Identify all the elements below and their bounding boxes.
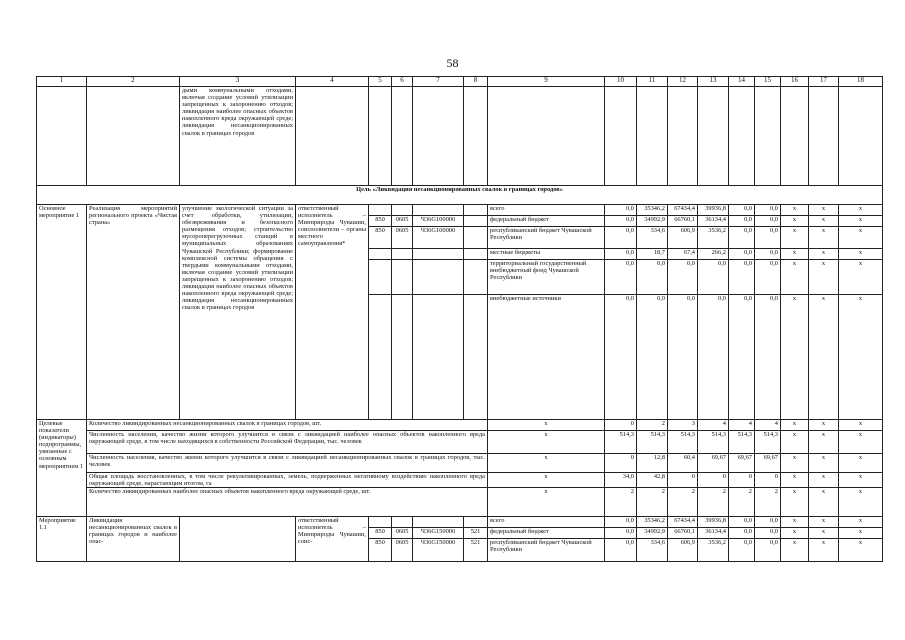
indicator-name: Количество ликвидированных несанкционированных свалок в границах городов, шт. [87, 420, 488, 431]
funding-value: x [839, 216, 883, 227]
column-number: 8 [464, 77, 488, 87]
table-cell [464, 87, 488, 186]
program-table [36, 76, 883, 562]
code-section [392, 517, 413, 528]
code-grbs: 850 [369, 227, 392, 249]
code-grbs [369, 260, 392, 295]
indicator-value: 69,67 [755, 454, 781, 473]
table-cell [464, 205, 488, 216]
code-target [413, 249, 464, 260]
indicator-value: x [809, 488, 839, 517]
funding-value: x [781, 539, 809, 562]
indicator-col9: x [488, 454, 605, 473]
target-row [37, 431, 883, 454]
funding-value: 39936,8 [698, 517, 729, 528]
code-target [413, 205, 464, 216]
column-number: 17 [809, 77, 839, 87]
funding-value: x [839, 295, 883, 420]
table-cell [464, 249, 488, 260]
table-cell [464, 295, 488, 420]
code-section [392, 249, 413, 260]
funding-source: местные бюджеты [488, 249, 605, 260]
funding-value: 0,0 [605, 227, 637, 249]
funding-value: 34992,9 [637, 528, 668, 539]
funding-value: 3536,2 [698, 539, 729, 562]
funding-value: 34992,9 [637, 216, 668, 227]
code-grbs [369, 295, 392, 420]
indicator-value: 2 [637, 488, 668, 517]
code-section: 0605 [392, 528, 413, 539]
code-target [413, 295, 464, 420]
indicator-value: 4 [755, 420, 781, 431]
funding-value: x [839, 517, 883, 528]
indicator-value: 42,8 [637, 473, 668, 488]
funding-value: x [809, 517, 839, 528]
funding-source: всего [488, 517, 605, 528]
continuation-text: дыми коммунальными отходами, включая создание условий утилизации запрещенных к захоронению отходов; ликвидация наиболее опасных объектов накопленного вреда окружающей среде; ликвидация несанкционированных свалок в границах городов [180, 87, 296, 186]
funding-value: x [781, 216, 809, 227]
code-grbs: 850 [369, 216, 392, 227]
indicator-name: Численность населения, качество жизни которого улучшится в связи с ликвидацией наиболее опасных объектов накопленного вреда окружающей среде, в том числе находящихся в собственности Российской Федерации, тыс. человек [87, 431, 488, 454]
funding-value: 36134,4 [698, 216, 729, 227]
indicator-col9: x [488, 473, 605, 488]
funding-value: 0,0 [755, 539, 781, 562]
funding-value: 334,6 [637, 227, 668, 249]
indicator-value: x [839, 454, 883, 473]
funding-value: x [839, 528, 883, 539]
table-cell [464, 216, 488, 227]
funding-value: x [809, 216, 839, 227]
table-cell [37, 87, 87, 186]
funding-source: федеральный бюджет [488, 216, 605, 227]
indicator-value: 0 [605, 454, 637, 473]
indicator-value: x [809, 473, 839, 488]
column-number: 2 [87, 77, 180, 87]
funding-value: x [781, 205, 809, 216]
table-cell [809, 87, 839, 186]
funding-value: x [781, 517, 809, 528]
event-name: Реализация мероприятий регионального проекта «Чистая страна» [87, 205, 180, 420]
indicator-value: 4 [729, 420, 755, 431]
table-cell [87, 87, 180, 186]
funding-value: 0,0 [729, 216, 755, 227]
table-cell [413, 87, 464, 186]
code-expense [464, 517, 488, 528]
target-row [37, 454, 883, 473]
indicator-value: 3 [668, 420, 698, 431]
funding-value: x [781, 295, 809, 420]
funding-value: x [839, 227, 883, 249]
indicator-value: 60,4 [668, 454, 698, 473]
table-cell [464, 260, 488, 295]
funding-value: 66760,1 [668, 216, 698, 227]
funding-value: 606,9 [668, 227, 698, 249]
indicator-value: x [839, 488, 883, 517]
column-number: 5 [369, 77, 392, 87]
funding-value: 0,0 [698, 260, 729, 295]
funding-value: x [809, 249, 839, 260]
funding-value: 0,0 [605, 528, 637, 539]
indicator-value: 2 [637, 420, 668, 431]
funding-value: 0,0 [729, 249, 755, 260]
code-target: Ч36G150000 [413, 539, 464, 562]
continuation-row [37, 87, 883, 186]
code-target: Ч36G100000 [413, 216, 464, 227]
indicator-value: 12,8 [637, 454, 668, 473]
indicator-value: 514,3 [698, 431, 729, 454]
indicator-value: 0 [755, 473, 781, 488]
funding-value: 0,0 [605, 216, 637, 227]
sub-event-title: Мероприятие 1.1 [37, 517, 87, 562]
indicator-value: 514,3 [605, 431, 637, 454]
funding-value: 0,0 [605, 205, 637, 216]
funding-value: x [839, 249, 883, 260]
funding-value: 0,0 [668, 260, 698, 295]
indicator-value: 2 [755, 488, 781, 517]
indicator-value: 2 [605, 488, 637, 517]
table-cell [180, 517, 296, 562]
column-number: 4 [296, 77, 369, 87]
column-number: 12 [668, 77, 698, 87]
funding-value: 0,0 [729, 528, 755, 539]
indicator-value: x [781, 473, 809, 488]
column-number: 7 [413, 77, 464, 87]
funding-value: 0,0 [605, 517, 637, 528]
table-cell [392, 87, 413, 186]
sub-event-executor: ответственный исполнитель – Минприроды Чувашии, соис- [296, 517, 369, 562]
targets-title: Целевые показатели (индикаторы) подпрограммы, увязанные с основным мероприятием 1 [37, 420, 87, 517]
column-number: 6 [392, 77, 413, 87]
code-section [392, 205, 413, 216]
target-row [37, 473, 883, 488]
code-section: 0605 [392, 216, 413, 227]
indicator-value: x [781, 488, 809, 517]
event-row [37, 205, 883, 216]
funding-value: 66760,1 [668, 528, 698, 539]
indicator-value: 514,3 [637, 431, 668, 454]
column-number: 13 [698, 77, 729, 87]
funding-value: 18,7 [637, 249, 668, 260]
funding-source: республиканский бюджет Чувашской Республики [488, 227, 605, 249]
code-expense: 521 [464, 528, 488, 539]
code-grbs [369, 517, 392, 528]
table-cell [839, 87, 883, 186]
funding-value: x [839, 205, 883, 216]
column-number: 18 [839, 77, 883, 87]
indicator-value: x [781, 431, 809, 454]
indicator-value: 514,3 [668, 431, 698, 454]
funding-value: 0,0 [755, 295, 781, 420]
indicator-value: x [809, 431, 839, 454]
table-cell [781, 87, 809, 186]
sub-event-row [37, 517, 883, 528]
indicator-col9: x [488, 431, 605, 454]
indicator-value: 0 [668, 473, 698, 488]
funding-value: x [809, 227, 839, 249]
indicator-value: x [839, 420, 883, 431]
funding-value: 266,2 [698, 249, 729, 260]
event-description: улучшение экологической ситуации за счет обработки, утилизации, обезвреживания и безопасного размещения отходов; строительство мусороперегрузочных станций в муниципальных образованиях Чувашской Республики; формирование комплексной системы обращения с твердыми коммунальными отходами, включая создание условий утилизации запрещенных к захоронению отходов; ликвидация наиболее опасных объектов накопленного вреда окружающей среде; ликвидация несанкционированных свалок в границах городов [180, 205, 296, 420]
funding-source: территориальный государственный внебюджетный фонд Чувашской Республики [488, 260, 605, 295]
column-number: 9 [488, 77, 605, 87]
indicator-value: x [809, 420, 839, 431]
funding-value: 36134,4 [698, 528, 729, 539]
column-number: 11 [637, 77, 668, 87]
funding-value: 0,0 [755, 260, 781, 295]
funding-source: внебюджетные источники [488, 295, 605, 420]
funding-value: x [809, 260, 839, 295]
column-number: 10 [605, 77, 637, 87]
sub-event-name: Ликвидация несанкционированных свалок в границах городов и наиболее опас- [87, 517, 180, 562]
funding-value: 0,0 [729, 227, 755, 249]
indicator-value: 0 [729, 473, 755, 488]
funding-value: 0,0 [755, 205, 781, 216]
funding-value: 0,0 [755, 216, 781, 227]
table-cell [755, 87, 781, 186]
funding-value: 3536,2 [698, 227, 729, 249]
funding-value: 0,0 [729, 260, 755, 295]
funding-value: 0,0 [605, 260, 637, 295]
funding-value: x [809, 205, 839, 216]
indicator-value: 514,3 [729, 431, 755, 454]
code-section [392, 295, 413, 420]
funding-value: 0,0 [668, 295, 698, 420]
indicator-value: 514,3 [755, 431, 781, 454]
code-grbs [369, 249, 392, 260]
indicator-value: 69,67 [698, 454, 729, 473]
indicator-value: x [809, 454, 839, 473]
indicator-name: Численность населения, качество жизни которого улучшится в связи с ликвидацией несанкционированных свалок в границах городов, тыс. человек [87, 454, 488, 473]
indicator-value: 2 [668, 488, 698, 517]
page-number: 58 [446, 56, 459, 70]
table-cell [369, 87, 392, 186]
funding-value: x [839, 260, 883, 295]
indicator-col9: x [488, 488, 605, 517]
table-cell [605, 87, 637, 186]
funding-value: 0,0 [605, 249, 637, 260]
code-target: Ч36G100000 [413, 227, 464, 249]
target-row [37, 488, 883, 517]
funding-value: 0,0 [729, 295, 755, 420]
indicator-col9: x [488, 420, 605, 431]
code-target [413, 517, 464, 528]
code-target [413, 260, 464, 295]
funding-value: x [839, 539, 883, 562]
header-row [37, 77, 883, 87]
funding-value: 67434,4 [668, 205, 698, 216]
code-grbs: 850 [369, 528, 392, 539]
code-section [392, 260, 413, 295]
goal-title: Цель «Ликвидация несанкционированных свалок в границах городов» [37, 186, 883, 205]
event-executor: ответственный исполнитель – Минприроды Чувашии, соисполнители – органы местного самоуправления* [296, 205, 369, 420]
code-section: 0605 [392, 539, 413, 562]
funding-value: 606,9 [668, 539, 698, 562]
indicator-value: x [839, 431, 883, 454]
column-number: 14 [729, 77, 755, 87]
column-number: 1 [37, 77, 87, 87]
indicator-value: x [839, 473, 883, 488]
table-cell [296, 87, 369, 186]
funding-value: x [781, 260, 809, 295]
table-cell [729, 87, 755, 186]
funding-value: 0,0 [637, 295, 668, 420]
funding-value: 0,0 [605, 295, 637, 420]
funding-value: 0,0 [729, 517, 755, 528]
funding-value: x [781, 249, 809, 260]
funding-value: 0,0 [755, 517, 781, 528]
funding-value: 67,4 [668, 249, 698, 260]
funding-value: 35346,2 [637, 517, 668, 528]
funding-source: федеральный бюджет [488, 528, 605, 539]
funding-value: 0,0 [755, 528, 781, 539]
funding-source: республиканский бюджет Чувашской Республики [488, 539, 605, 562]
code-grbs: 850 [369, 539, 392, 562]
funding-value: 0,0 [605, 539, 637, 562]
code-section: 0605 [392, 227, 413, 249]
column-number: 15 [755, 77, 781, 87]
table-cell [698, 87, 729, 186]
funding-value: 39936,8 [698, 205, 729, 216]
indicator-name: Количество ликвидированных наиболее опасных объектов накопленного вреда окружающей среде, шт. [87, 488, 488, 517]
funding-value: x [809, 295, 839, 420]
funding-value: 67434,4 [668, 517, 698, 528]
funding-value: x [781, 227, 809, 249]
funding-value: 0,0 [755, 249, 781, 260]
funding-value: 35346,2 [637, 205, 668, 216]
indicator-value: x [781, 454, 809, 473]
goal-row [37, 186, 883, 205]
indicator-value: 2 [698, 488, 729, 517]
indicator-name: Общая площадь восстановленных, в том числе рекультивированных, земель, подверженных негативному воздействию накопленного вреда окружающей среде, нарастающим итогом, га [87, 473, 488, 488]
table-cell [637, 87, 668, 186]
indicator-value: 0 [605, 420, 637, 431]
funding-value: 0,0 [637, 260, 668, 295]
funding-value: 0,0 [755, 227, 781, 249]
funding-source: всего [488, 205, 605, 216]
column-number: 16 [781, 77, 809, 87]
indicator-value: x [781, 420, 809, 431]
funding-value: x [809, 539, 839, 562]
funding-value: 0,0 [698, 295, 729, 420]
indicator-value: 69,67 [729, 454, 755, 473]
funding-value: x [809, 528, 839, 539]
code-target: Ч36G150000 [413, 528, 464, 539]
indicator-value: 0 [698, 473, 729, 488]
indicator-value: 4 [698, 420, 729, 431]
funding-value: 334,6 [637, 539, 668, 562]
table-cell [488, 87, 605, 186]
funding-value: 0,0 [729, 205, 755, 216]
table-cell [464, 227, 488, 249]
funding-value: 0,0 [729, 539, 755, 562]
funding-value: x [781, 528, 809, 539]
code-expense: 521 [464, 539, 488, 562]
table-cell [668, 87, 698, 186]
column-number: 3 [180, 77, 296, 87]
indicator-value: 34,0 [605, 473, 637, 488]
code-grbs [369, 205, 392, 216]
indicator-value: 2 [729, 488, 755, 517]
event-title: Основное мероприятие 1 [37, 205, 87, 420]
target-row [37, 420, 883, 431]
